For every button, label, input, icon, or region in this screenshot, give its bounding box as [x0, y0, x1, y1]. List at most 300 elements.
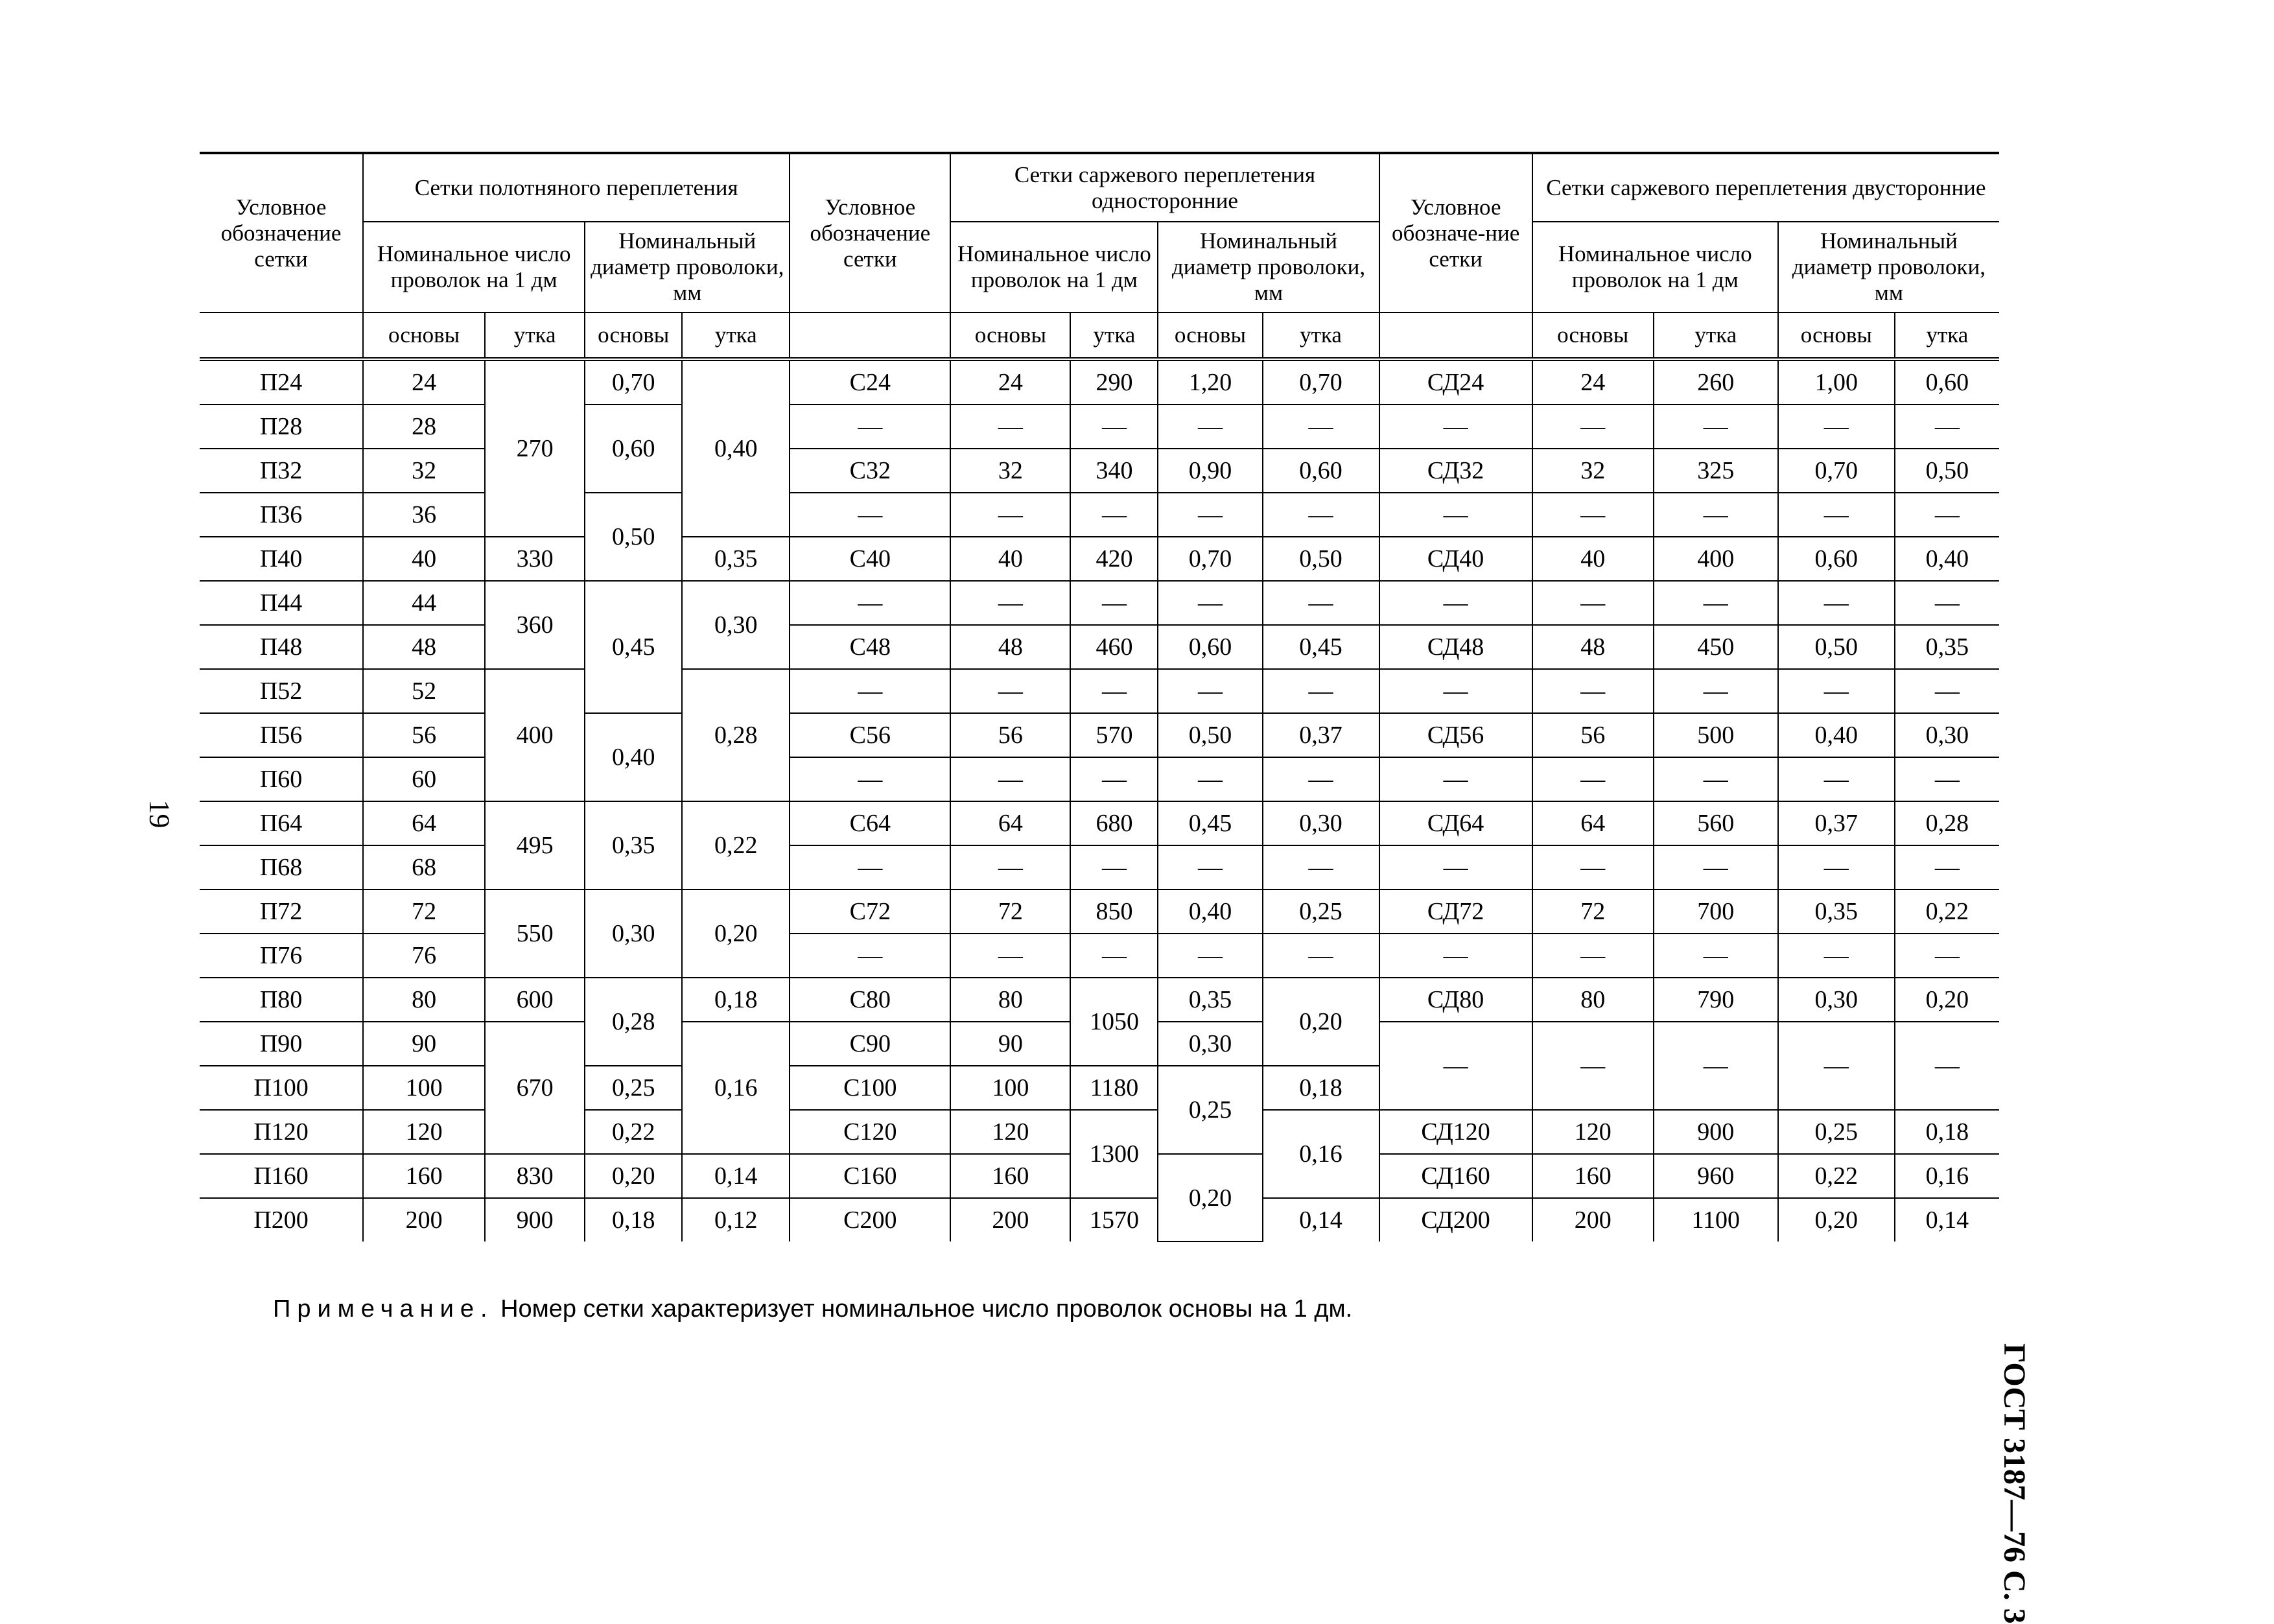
cell-weft-count: 550 [485, 889, 585, 978]
cell-weft-diameter: 0,14 [1263, 1198, 1379, 1242]
cell-warp-count: 90 [363, 1022, 485, 1066]
cell-weft-count: 900 [1654, 1110, 1778, 1154]
cell-weft-diameter: 0,50 [1263, 537, 1379, 581]
cell-warp-count: 56 [1532, 713, 1654, 757]
header-plain-weave: Сетки полотняного переплетения [363, 153, 790, 222]
cell-warp-count: 32 [950, 449, 1070, 493]
cell-designation: СД40 [1379, 537, 1532, 581]
cell-designation: СД200 [1379, 1198, 1532, 1242]
subheader-warp: основы [1532, 312, 1654, 359]
cell-weft-diameter: 0,30 [1895, 713, 1999, 757]
header-nominal-count: Номинальное число проволок на 1 дм [950, 222, 1158, 312]
cell-dash: — [1895, 581, 1999, 625]
cell-dash: — [1070, 405, 1158, 449]
cell-dash: — [1263, 405, 1379, 449]
cell-dash: — [1158, 493, 1262, 537]
cell-warp-diameter: 0,20 [585, 1154, 682, 1198]
cell-warp-count: 40 [950, 537, 1070, 581]
cell-warp-diameter: 0,20 [1778, 1198, 1895, 1242]
page-number: 19 [143, 799, 176, 829]
cell-weft-diameter: 0,16 [1895, 1154, 1999, 1198]
cell-weft-diameter: 0,12 [682, 1198, 790, 1242]
cell-dash: — [790, 934, 950, 978]
cell-warp-count: 160 [1532, 1154, 1654, 1198]
cell-weft-count: 400 [485, 669, 585, 801]
cell-dash: — [1895, 669, 1999, 713]
subheader-empty [1379, 312, 1532, 359]
cell-weft-count: 960 [1654, 1154, 1778, 1198]
cell-designation: П36 [200, 493, 363, 537]
cell-weft-count: 1100 [1654, 1198, 1778, 1242]
table-row [200, 889, 1999, 934]
subheader-warp: основы [1778, 312, 1895, 359]
cell-dash: — [1532, 669, 1654, 713]
cell-weft-count: 1180 [1070, 1066, 1158, 1110]
cell-weft-diameter: 0,14 [682, 1154, 790, 1198]
cell-dash: — [1158, 845, 1262, 889]
cell-warp-count: 160 [363, 1154, 485, 1198]
cell-designation: П24 [200, 359, 363, 405]
cell-dash: — [950, 581, 1070, 625]
cell-weft-count: 1050 [1070, 978, 1158, 1066]
cell-dash: — [1158, 757, 1262, 801]
cell-warp-count: 200 [1532, 1198, 1654, 1242]
cell-warp-count: 64 [363, 801, 485, 845]
table-row [200, 801, 1999, 845]
cell-dash: — [1654, 493, 1778, 537]
cell-designation: С200 [790, 1198, 950, 1242]
note-label: Примечание. [273, 1295, 494, 1323]
cell-warp-count: 32 [1532, 449, 1654, 493]
cell-designation: СД80 [1379, 978, 1532, 1022]
cell-warp-count: 100 [950, 1066, 1070, 1110]
cell-dash: — [1263, 581, 1379, 625]
cell-dash: — [950, 934, 1070, 978]
cell-dash: — [1379, 669, 1532, 713]
cell-dash: — [1895, 934, 1999, 978]
table-row [200, 493, 1999, 537]
cell-warp-diameter: 0,60 [1158, 625, 1262, 669]
cell-warp-count: 24 [950, 359, 1070, 405]
cell-weft-count: 330 [485, 537, 585, 581]
header-twill-single: Сетки саржевого переплетения односторонние [950, 153, 1379, 222]
cell-dash: — [1263, 934, 1379, 978]
cell-weft-count: 680 [1070, 801, 1158, 845]
cell-warp-count: 44 [363, 581, 485, 625]
cell-warp-count: 100 [363, 1066, 485, 1110]
cell-warp-diameter: 0,35 [585, 801, 682, 889]
cell-weft-diameter: 0,45 [1263, 625, 1379, 669]
cell-warp-diameter: 0,28 [585, 978, 682, 1066]
cell-weft-count: 900 [485, 1198, 585, 1242]
cell-warp-diameter: 0,25 [585, 1066, 682, 1110]
cell-weft-diameter: 0,35 [1895, 625, 1999, 669]
cell-dash: — [1778, 581, 1895, 625]
cell-weft-diameter: 0,20 [1895, 978, 1999, 1022]
cell-weft-count: 325 [1654, 449, 1778, 493]
cell-dash: — [1070, 757, 1158, 801]
cell-designation: П100 [200, 1066, 363, 1110]
cell-warp-diameter: 0,70 [585, 359, 682, 405]
cell-dash: — [1263, 669, 1379, 713]
cell-weft-diameter: 0,18 [682, 978, 790, 1022]
header-designation-double: Условное обозначе-ние сетки [1379, 153, 1532, 312]
cell-weft-diameter: 0,60 [1895, 359, 1999, 405]
cell-warp-count: 68 [363, 845, 485, 889]
cell-warp-count: 56 [950, 713, 1070, 757]
cell-warp-count: 72 [950, 889, 1070, 934]
cell-warp-diameter: 1,20 [1158, 359, 1262, 405]
cell-warp-diameter: 0,45 [585, 581, 682, 713]
cell-weft-diameter: 0,16 [682, 1022, 790, 1154]
cell-weft-diameter: 0,60 [1263, 449, 1379, 493]
cell-weft-count: 420 [1070, 537, 1158, 581]
cell-warp-diameter: 0,40 [1778, 713, 1895, 757]
subheader-weft: утка [1895, 312, 1999, 359]
cell-warp-count: 72 [363, 889, 485, 934]
cell-warp-count: 40 [1532, 537, 1654, 581]
cell-warp-count: 32 [363, 449, 485, 493]
table-row [200, 449, 1999, 493]
cell-dash: — [1070, 845, 1158, 889]
cell-weft-count: 340 [1070, 449, 1158, 493]
cell-warp-count: 80 [1532, 978, 1654, 1022]
table-row [200, 625, 1999, 669]
header-nominal-diameter: Номинальный диаметр проволоки, мм [1158, 222, 1379, 312]
note-text: Номер сетки характеризует номинальное число проволок основы на 1 дм. [493, 1295, 1353, 1323]
cell-dash: — [1778, 934, 1895, 978]
cell-weft-diameter: 0,70 [1263, 359, 1379, 405]
cell-dash: — [950, 493, 1070, 537]
cell-weft-diameter: 0,30 [682, 581, 790, 669]
cell-warp-diameter: 0,60 [1778, 537, 1895, 581]
cell-weft-count: 460 [1070, 625, 1158, 669]
cell-warp-count: 80 [363, 978, 485, 1022]
cell-dash: — [950, 669, 1070, 713]
cell-dash: — [1654, 669, 1778, 713]
cell-weft-count: 400 [1654, 537, 1778, 581]
cell-dash: — [950, 845, 1070, 889]
cell-weft-count: 270 [485, 359, 585, 537]
cell-warp-count: 160 [950, 1154, 1070, 1198]
cell-dash: — [1778, 845, 1895, 889]
cell-designation: С24 [790, 359, 950, 405]
cell-warp-count: 64 [950, 801, 1070, 845]
cell-designation: С48 [790, 625, 950, 669]
subheader-warp: основы [585, 312, 682, 359]
cell-warp-count: 56 [363, 713, 485, 757]
cell-weft-count: 850 [1070, 889, 1158, 934]
cell-dash: — [1158, 934, 1262, 978]
cell-warp-diameter: 0,50 [585, 493, 682, 581]
cell-dash: — [1778, 405, 1895, 449]
cell-designation: СД24 [1379, 359, 1532, 405]
cell-warp-count: 52 [363, 669, 485, 713]
cell-dash: — [1379, 934, 1532, 978]
cell-weft-diameter: 0,14 [1895, 1198, 1999, 1242]
cell-designation: СД120 [1379, 1110, 1532, 1154]
subheader-weft: утка [1070, 312, 1158, 359]
cell-dash: — [1379, 1022, 1532, 1110]
subheader-weft: утка [485, 312, 585, 359]
cell-weft-count: 790 [1654, 978, 1778, 1022]
cell-warp-diameter: 0,70 [1158, 537, 1262, 581]
header-nominal-diameter: Номинальный диаметр проволоки, мм [585, 222, 790, 312]
cell-designation: П76 [200, 934, 363, 978]
cell-dash: — [790, 669, 950, 713]
cell-warp-diameter: 0,40 [1158, 889, 1262, 934]
cell-warp-count: 90 [950, 1022, 1070, 1066]
cell-warp-count: 120 [1532, 1110, 1654, 1154]
cell-dash: — [1070, 493, 1158, 537]
cell-dash: — [790, 845, 950, 889]
cell-designation: П40 [200, 537, 363, 581]
cell-weft-count: 570 [1070, 713, 1158, 757]
cell-dash: — [1532, 405, 1654, 449]
cell-weft-count: 500 [1654, 713, 1778, 757]
cell-weft-diameter: 0,20 [1263, 978, 1379, 1066]
cell-weft-diameter: 0,18 [1263, 1066, 1379, 1110]
cell-warp-count: 48 [950, 625, 1070, 669]
cell-weft-diameter: 0,50 [1895, 449, 1999, 493]
cell-warp-count: 200 [363, 1198, 485, 1242]
cell-dash: — [1070, 581, 1158, 625]
cell-weft-diameter: 0,40 [682, 359, 790, 537]
cell-weft-diameter: 0,25 [1263, 889, 1379, 934]
cell-weft-count: 700 [1654, 889, 1778, 934]
subheader-warp: основы [363, 312, 485, 359]
cell-dash: — [1379, 493, 1532, 537]
cell-dash: — [1895, 845, 1999, 889]
cell-dash: — [1895, 1022, 1999, 1110]
cell-dash: — [1263, 845, 1379, 889]
cell-warp-diameter: 0,25 [1778, 1110, 1895, 1154]
cell-weft-diameter: 0,16 [1263, 1110, 1379, 1198]
cell-dash: — [1654, 581, 1778, 625]
header-nominal-count: Номинальное число проволок на 1 дм [363, 222, 585, 312]
cell-designation: П68 [200, 845, 363, 889]
cell-designation: П72 [200, 889, 363, 934]
cell-designation: С90 [790, 1022, 950, 1066]
cell-designation: П28 [200, 405, 363, 449]
cell-warp-diameter: 0,50 [1778, 625, 1895, 669]
cell-weft-count: 560 [1654, 801, 1778, 845]
cell-designation: С32 [790, 449, 950, 493]
subheader-weft: утка [682, 312, 790, 359]
cell-warp-diameter: 0,70 [1778, 449, 1895, 493]
cell-warp-diameter: 0,40 [585, 713, 682, 801]
cell-dash: — [950, 757, 1070, 801]
cell-weft-count: 600 [485, 978, 585, 1022]
table-row [200, 359, 1999, 405]
subheader-weft: утка [1654, 312, 1778, 359]
cell-weft-diameter: 0,22 [1895, 889, 1999, 934]
table-row [200, 405, 1999, 449]
cell-warp-count: 60 [363, 757, 485, 801]
cell-dash: — [790, 405, 950, 449]
cell-dash: — [1532, 934, 1654, 978]
cell-dash: — [1895, 493, 1999, 537]
cell-designation: П160 [200, 1154, 363, 1198]
header-designation-single: Условное обозначение сетки [790, 153, 950, 312]
cell-weft-count: 1570 [1070, 1198, 1158, 1242]
cell-warp-count: 120 [363, 1110, 485, 1154]
table-row [200, 581, 1999, 625]
cell-weft-count: 260 [1654, 359, 1778, 405]
cell-warp-diameter: 1,00 [1778, 359, 1895, 405]
cell-warp-count: 48 [363, 625, 485, 669]
cell-warp-count: 80 [950, 978, 1070, 1022]
cell-warp-diameter: 0,30 [1158, 1022, 1262, 1066]
cell-designation: СД72 [1379, 889, 1532, 934]
cell-dash: — [1778, 493, 1895, 537]
cell-weft-diameter: 0,37 [1263, 713, 1379, 757]
cell-warp-count: 200 [950, 1198, 1070, 1242]
cell-weft-diameter: 0,30 [1263, 801, 1379, 845]
cell-warp-count: 48 [1532, 625, 1654, 669]
cell-dash: — [1158, 581, 1262, 625]
cell-designation: П60 [200, 757, 363, 801]
cell-warp-count: 36 [363, 493, 485, 537]
cell-dash: — [1654, 934, 1778, 978]
cell-designation: П200 [200, 1198, 363, 1242]
cell-weft-count: 830 [485, 1154, 585, 1198]
header-twill-double: Сетки саржевого переплетения двусторонние [1532, 153, 1999, 222]
cell-warp-count: 28 [363, 405, 485, 449]
table-row [200, 757, 1999, 801]
cell-dash: — [1070, 934, 1158, 978]
cell-warp-count: 120 [950, 1110, 1070, 1154]
cell-dash: — [1654, 845, 1778, 889]
cell-warp-diameter: 0,22 [585, 1110, 682, 1154]
cell-warp-diameter: 0,60 [585, 405, 682, 493]
cell-warp-count: 72 [1532, 889, 1654, 934]
cell-dash: — [950, 405, 1070, 449]
table-row [200, 713, 1999, 757]
cell-weft-diameter: 0,18 [1895, 1110, 1999, 1154]
cell-dash: — [1654, 405, 1778, 449]
table-row [200, 845, 1999, 889]
cell-designation: С64 [790, 801, 950, 845]
table-row [200, 537, 1999, 581]
cell-designation: С40 [790, 537, 950, 581]
cell-dash: — [1379, 581, 1532, 625]
cell-designation: С56 [790, 713, 950, 757]
cell-dash: — [1778, 1022, 1895, 1110]
cell-dash: — [1532, 1022, 1654, 1110]
cell-dash: — [1532, 757, 1654, 801]
cell-dash: — [1158, 405, 1262, 449]
header-nominal-diameter: Номинальный диаметр проволоки, мм [1778, 222, 1999, 312]
cell-warp-count: 76 [363, 934, 485, 978]
cell-warp-diameter: 0,18 [585, 1198, 682, 1242]
cell-warp-diameter: 0,90 [1158, 449, 1262, 493]
subheader-empty [200, 312, 363, 359]
cell-weft-diameter: 0,28 [1895, 801, 1999, 845]
cell-dash: — [1654, 757, 1778, 801]
cell-dash: — [1532, 493, 1654, 537]
cell-dash: — [790, 757, 950, 801]
table-row [200, 1110, 1999, 1154]
table-row [200, 1198, 1999, 1242]
cell-warp-diameter: 0,30 [1778, 978, 1895, 1022]
cell-designation: СД64 [1379, 801, 1532, 845]
cell-weft-count: 360 [485, 581, 585, 669]
subheader-empty [790, 312, 950, 359]
cell-designation: С80 [790, 978, 950, 1022]
cell-designation: П80 [200, 978, 363, 1022]
cell-designation: СД56 [1379, 713, 1532, 757]
cell-designation: П44 [200, 581, 363, 625]
cell-designation: П64 [200, 801, 363, 845]
cell-dash: — [1379, 757, 1532, 801]
subheader-weft: утка [1263, 312, 1379, 359]
cell-designation: С120 [790, 1110, 950, 1154]
cell-dash: — [1654, 1022, 1778, 1110]
cell-dash: — [1532, 581, 1654, 625]
cell-warp-count: 24 [363, 359, 485, 405]
cell-dash: — [1379, 405, 1532, 449]
cell-dash: — [1532, 845, 1654, 889]
cell-designation: СД48 [1379, 625, 1532, 669]
wire-mesh-table [200, 152, 1999, 1242]
cell-designation: П90 [200, 1022, 363, 1066]
cell-weft-diameter: 0,20 [682, 889, 790, 978]
table-row [200, 669, 1999, 713]
cell-warp-diameter: 0,35 [1778, 889, 1895, 934]
cell-dash: — [1895, 757, 1999, 801]
header-nominal-count: Номинальное число проволок на 1 дм [1532, 222, 1778, 312]
table-row [200, 934, 1999, 978]
cell-designation: П56 [200, 713, 363, 757]
side-header: ГОСТ 3187—76 С. 3 [1997, 1343, 2032, 1624]
cell-designation: СД160 [1379, 1154, 1532, 1198]
table-row [200, 978, 1999, 1022]
cell-designation: П48 [200, 625, 363, 669]
cell-dash: — [790, 493, 950, 537]
cell-dash: — [1158, 669, 1262, 713]
cell-dash: — [790, 581, 950, 625]
cell-warp-diameter: 0,35 [1158, 978, 1262, 1022]
cell-weft-count: 670 [485, 1022, 585, 1154]
cell-warp-count: 64 [1532, 801, 1654, 845]
table-note [273, 1295, 1352, 1323]
cell-dash: — [1895, 405, 1999, 449]
cell-designation: С100 [790, 1066, 950, 1110]
cell-warp-diameter: 0,25 [1158, 1066, 1262, 1154]
cell-weft-count: 1300 [1070, 1110, 1158, 1198]
cell-dash: — [1778, 669, 1895, 713]
cell-designation: П32 [200, 449, 363, 493]
subheader-warp: основы [950, 312, 1070, 359]
cell-dash: — [1778, 757, 1895, 801]
cell-weft-diameter: 0,28 [682, 669, 790, 801]
cell-designation: СД32 [1379, 449, 1532, 493]
cell-designation: П52 [200, 669, 363, 713]
cell-warp-diameter: 0,37 [1778, 801, 1895, 845]
cell-warp-diameter: 0,22 [1778, 1154, 1895, 1198]
cell-weft-diameter: 0,35 [682, 537, 790, 581]
cell-warp-diameter: 0,20 [1158, 1154, 1262, 1242]
cell-dash: — [1263, 493, 1379, 537]
cell-weft-diameter: 0,22 [682, 801, 790, 889]
cell-warp-diameter: 0,45 [1158, 801, 1262, 845]
subheader-warp: основы [1158, 312, 1262, 359]
cell-dash: — [1379, 845, 1532, 889]
cell-weft-count: 495 [485, 801, 585, 889]
cell-designation: П120 [200, 1110, 363, 1154]
cell-warp-diameter: 0,30 [585, 889, 682, 978]
